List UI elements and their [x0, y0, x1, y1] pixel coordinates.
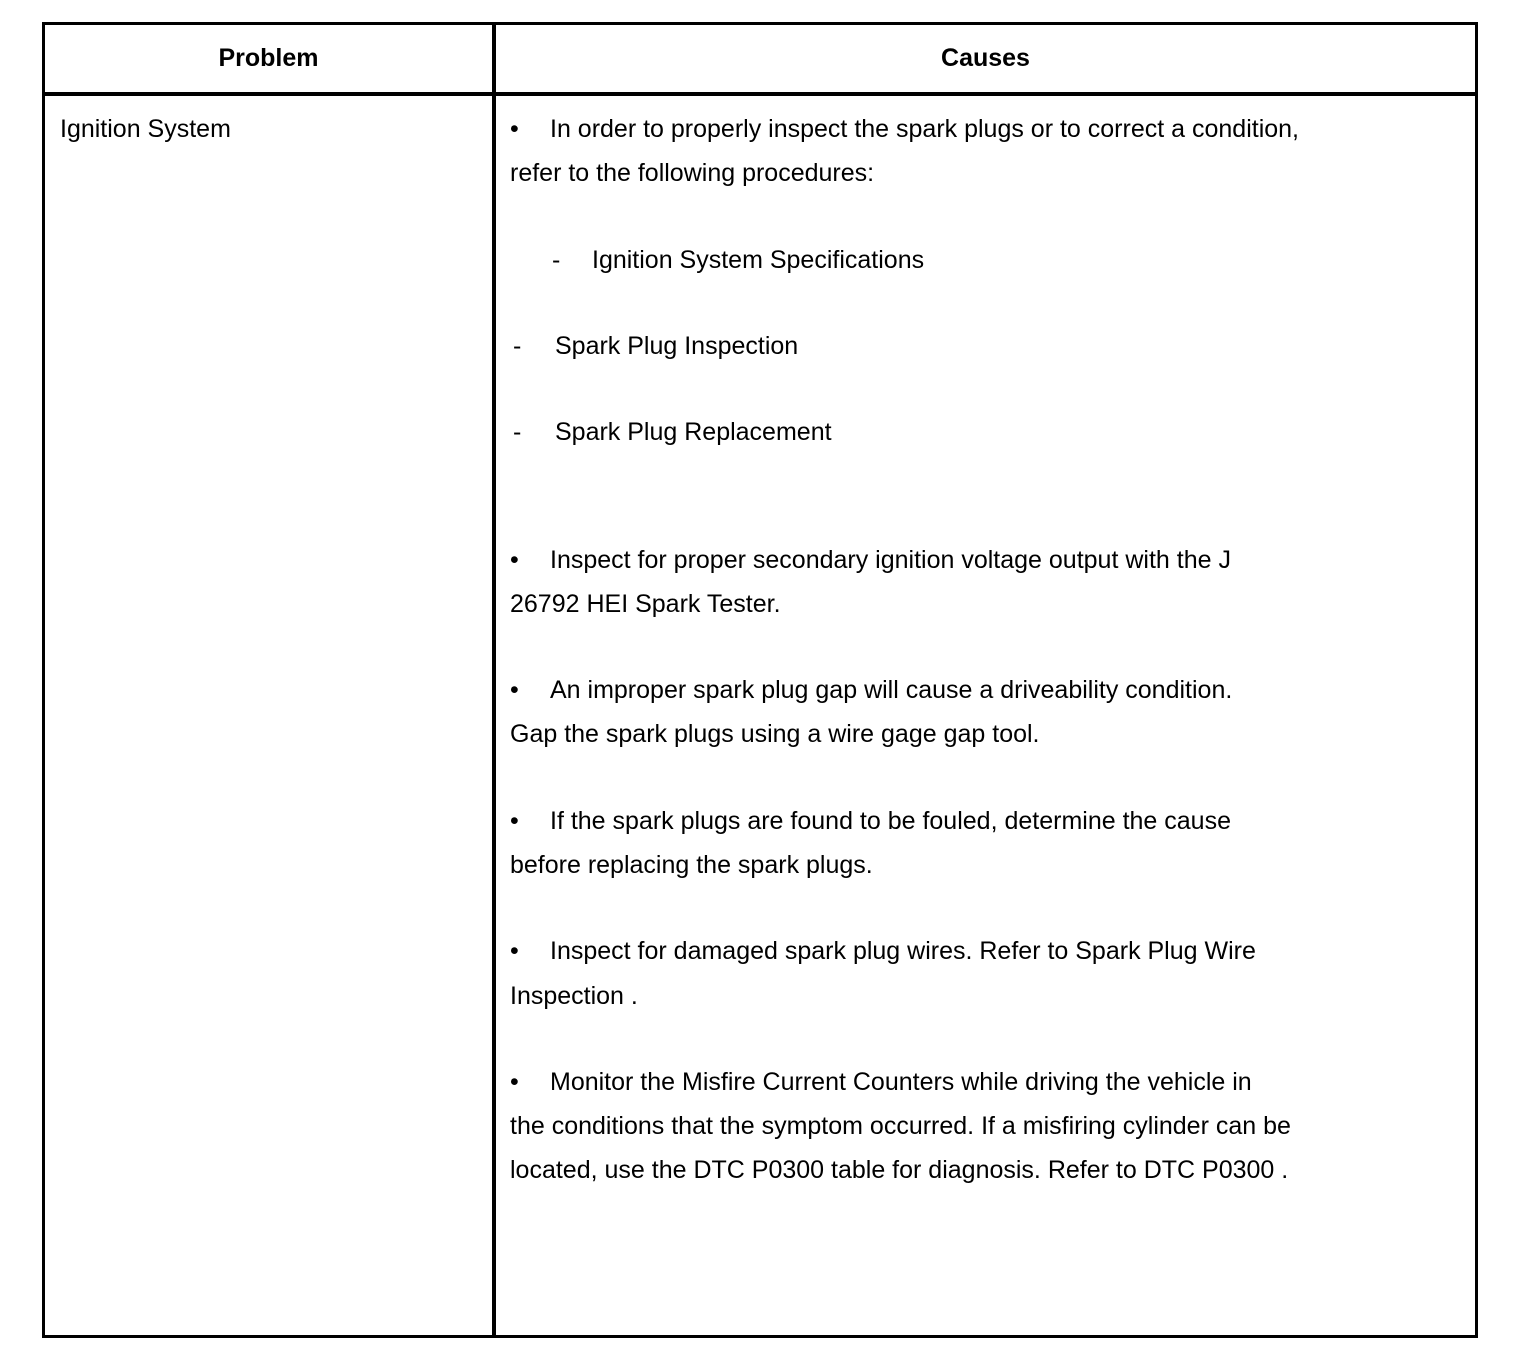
cause-item-2-line-2: 26792 HEI Spark Tester.: [510, 590, 781, 618]
cause-item-3-line-2: Gap the spark plugs using a wire gage gap tool.: [510, 720, 1040, 748]
sub-item-spark-plug-replacement: - Spark Plug Replacement: [513, 418, 832, 446]
cause-item-1-line-1: • In order to properly inspect the spark plugs or to correct a condition,: [510, 115, 1299, 143]
bullet-icon: •: [510, 937, 519, 965]
header-problem: Problem: [218, 44, 319, 72]
cause-item-3-line-1: • An improper spark plug gap will cause a driveability condition.: [510, 676, 1233, 704]
cause-item-5-line-1: • Inspect for damaged spark plug wires. Refer to Spark Plug Wire: [510, 937, 1256, 965]
cause-item-4-line-1: • If the spark plugs are found to be fouled, determine the cause: [510, 807, 1231, 835]
cause-item-6-line-3: located, use the DTC P0300 table for diagnosis. Refer to DTC P0300 .: [510, 1156, 1289, 1184]
dash-icon: -: [552, 246, 561, 274]
bullet-icon: •: [510, 676, 519, 704]
sub-item-spark-plug-inspection: - Spark Plug Inspection: [513, 332, 799, 360]
header-causes: Causes: [941, 44, 1030, 72]
cause-item-6-line-2: the conditions that the symptom occurred. If a misfiring cylinder can be: [510, 1112, 1291, 1140]
symptom-table: [42, 22, 1478, 1338]
bullet-icon: •: [510, 546, 519, 574]
cause-item-6-line-1: • Monitor the Misfire Current Counters while driving the vehicle in: [510, 1068, 1252, 1096]
column-divider: [492, 25, 496, 1335]
cause-item-1-line-2: refer to the following procedures:: [510, 159, 875, 187]
dash-icon: -: [513, 418, 522, 446]
dash-icon: -: [513, 332, 522, 360]
header-divider: [45, 92, 1475, 96]
problem-cell: Ignition System: [60, 115, 231, 143]
sub-item-ignition-specs: - Ignition System Specifications: [552, 246, 925, 274]
bullet-icon: •: [510, 115, 519, 143]
bullet-icon: •: [510, 807, 519, 835]
cause-item-2-line-1: • Inspect for proper secondary ignition voltage output with the J: [510, 546, 1231, 574]
bullet-icon: •: [510, 1068, 519, 1096]
cause-item-5-line-2: Inspection .: [510, 982, 638, 1010]
cause-item-4-line-2: before replacing the spark plugs.: [510, 851, 873, 879]
